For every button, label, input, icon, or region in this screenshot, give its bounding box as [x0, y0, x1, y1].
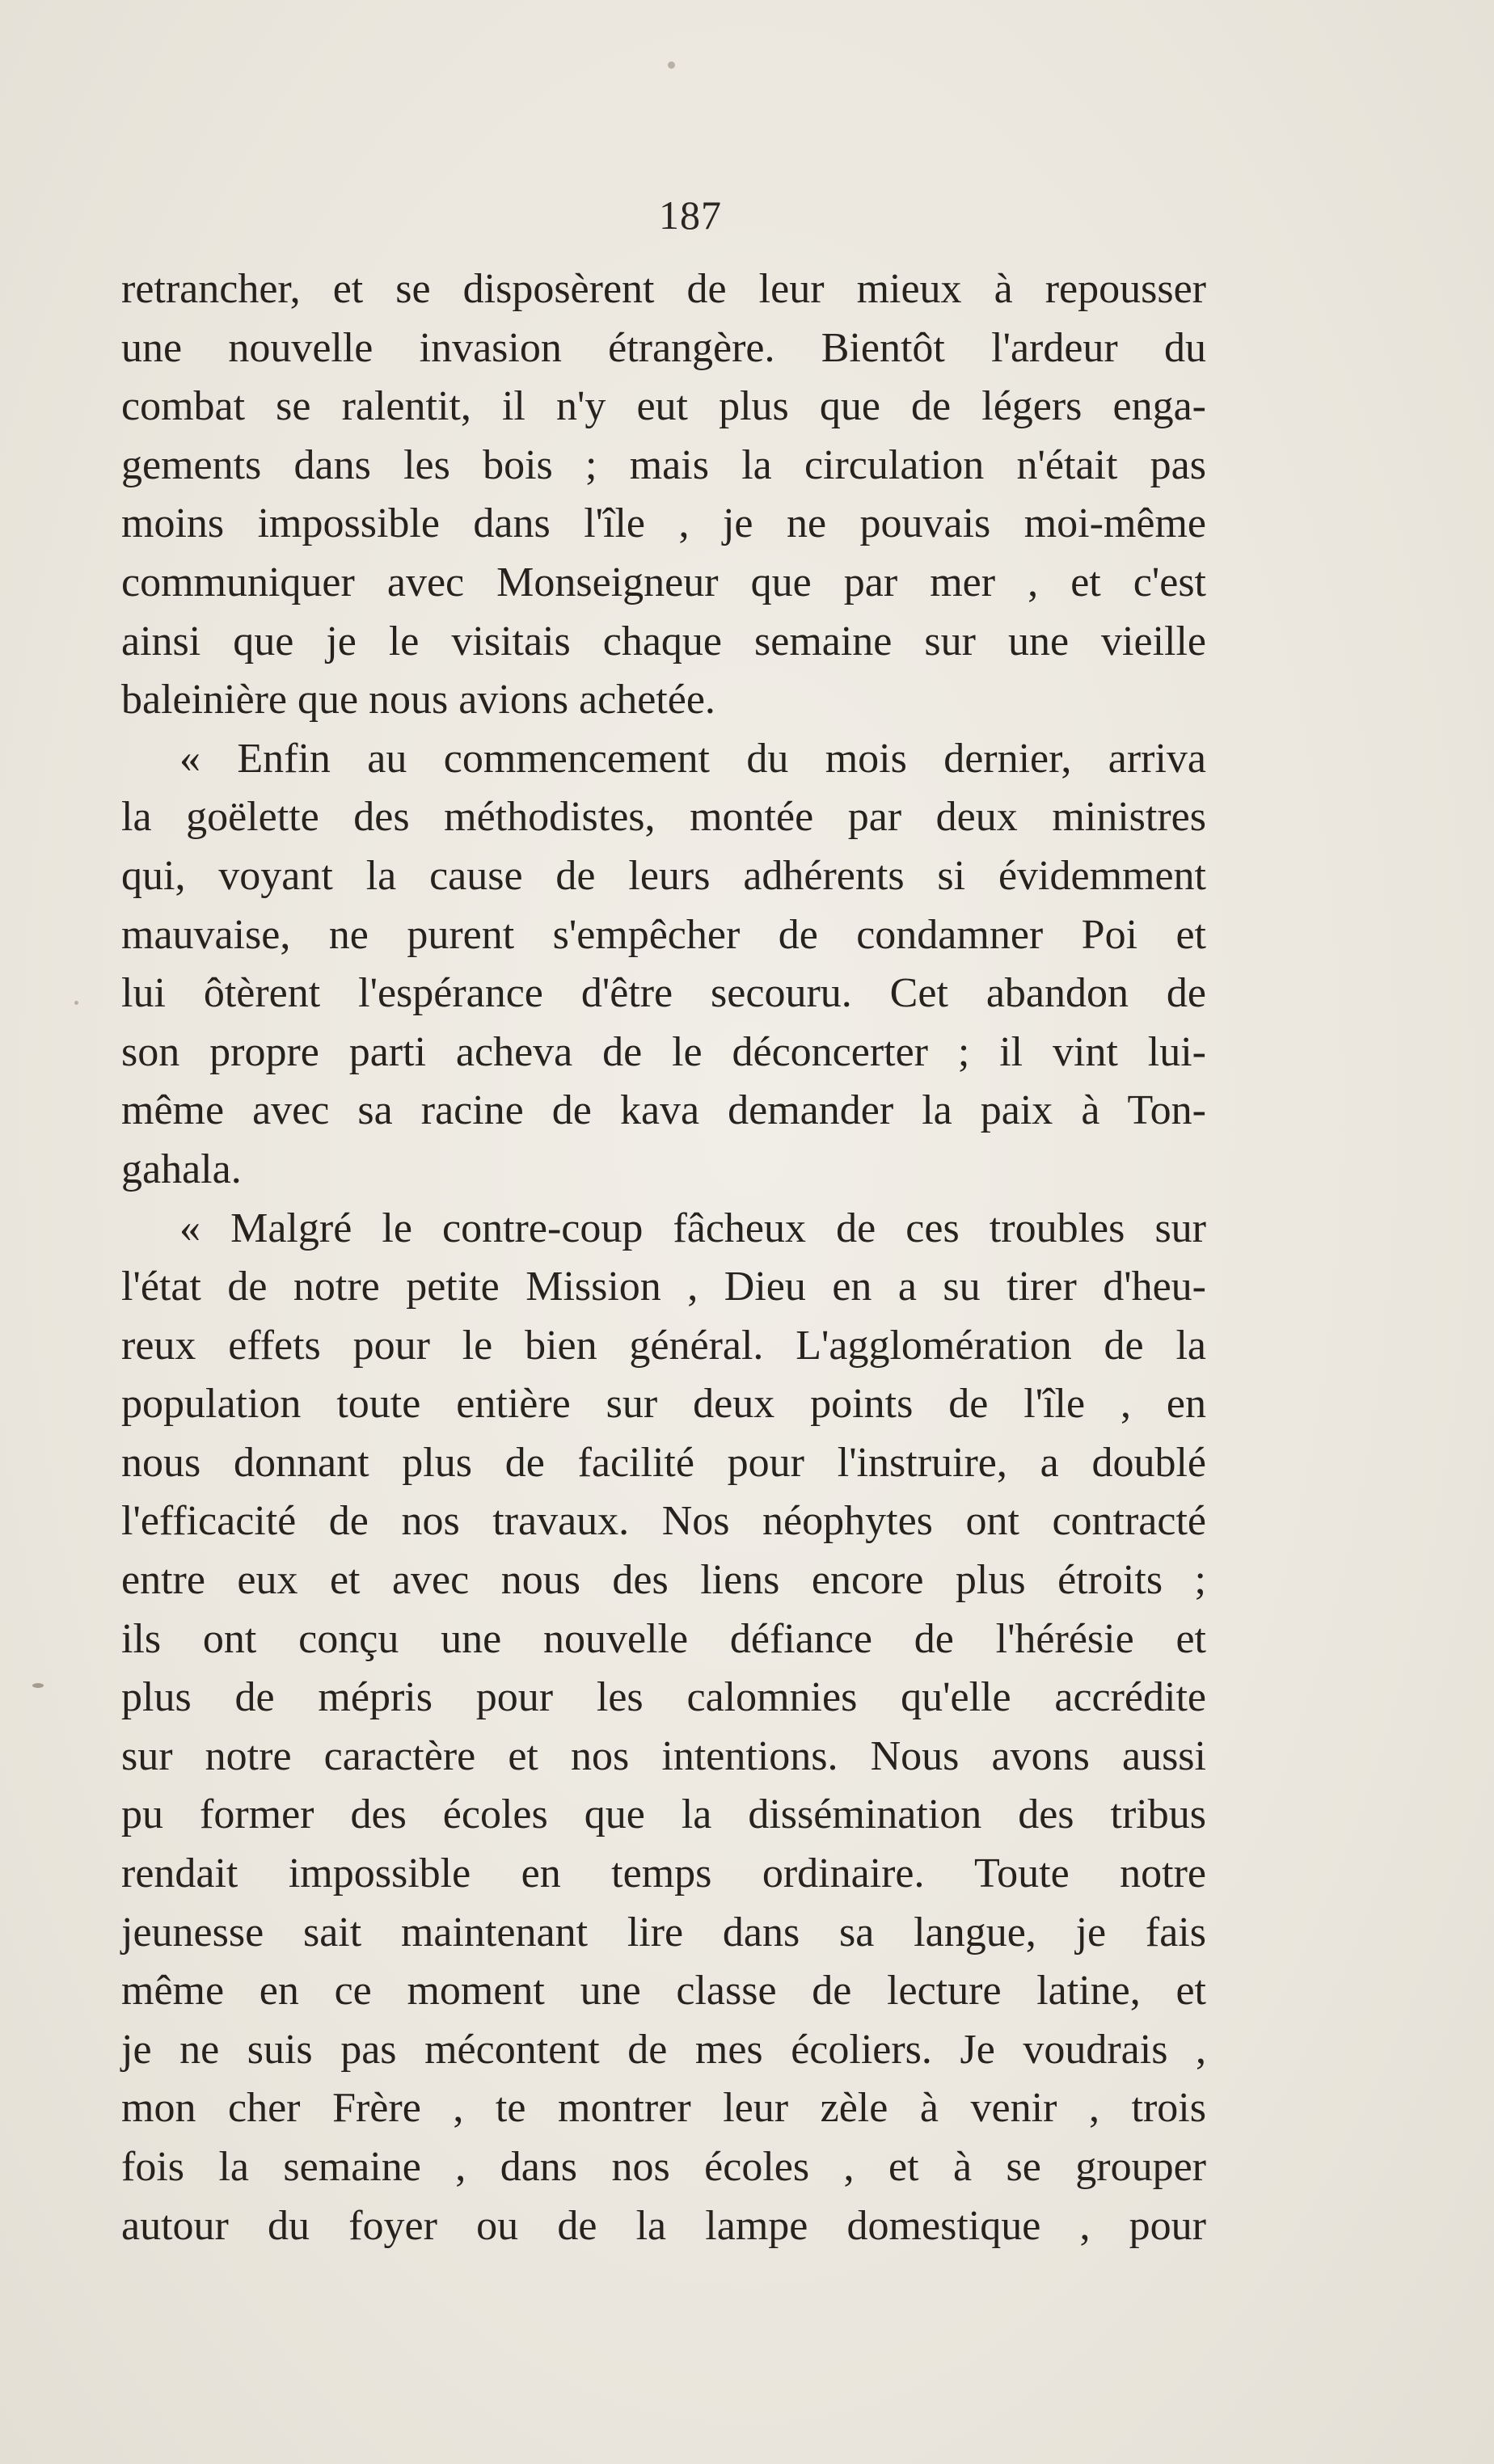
paper-speck: [32, 1683, 44, 1688]
text-line: communiquer avec Monseigneur que par mer , et c'est: [121, 559, 1206, 605]
text-line: je ne suis pas mécontent de mes écoliers. Je voudrais ,: [121, 2026, 1206, 2073]
text-line: gements dans les bois ; mais la circulation n'était pas: [121, 441, 1206, 488]
text-line: population toute entière sur deux points de l'île , en: [121, 1381, 1206, 1428]
text-line: mon cher Frère , te montrer leur zèle à venir , trois: [121, 2085, 1206, 2132]
text-line: sur notre caractère et nos intentions. Nous avons aussi: [121, 1732, 1206, 1779]
body-text: [121, 260, 1206, 2255]
text-line: jeunesse sait maintenant lire dans sa langue, je fais: [121, 1909, 1206, 1956]
text-line: gahala.: [121, 1146, 242, 1192]
text-line: une nouvelle invasion étrangère. Bientôt l'ardeur du: [121, 324, 1206, 371]
text-line: l'état de notre petite Mission , Dieu en a su tirer d'heu-: [121, 1264, 1206, 1310]
text-line: entre eux et avec nous des liens encore plus étroits ;: [121, 1557, 1206, 1604]
page-number: 187: [659, 192, 722, 238]
paper-speck: [74, 1001, 78, 1005]
text-line: autour du foyer ou de la lampe domestique , pour: [121, 2202, 1206, 2249]
text-line: lui ôtèrent l'espérance d'être secouru. Cet abandon de: [121, 970, 1206, 1017]
paper-speck: [668, 61, 675, 69]
text-line: même en ce moment une classe de lecture latine, et: [121, 1968, 1206, 2015]
text-line: « Malgré le contre-coup fâcheux de ces troubles sur: [179, 1205, 1206, 1251]
text-line: qui, voyant la cause de leurs adhérents si évidemment: [121, 852, 1206, 899]
text-line: mauvaise, ne purent s'empêcher de condamner Poi et: [121, 911, 1206, 958]
text-line: ainsi que je le visitais chaque semaine sur une vieille: [121, 618, 1206, 665]
text-line: retrancher, et se disposèrent de leur mieux à repousser: [121, 266, 1206, 312]
text-line: fois la semaine , dans nos écoles , et à se grouper: [121, 2144, 1206, 2190]
text-line: ils ont conçu une nouvelle défiance de l'hérésie et: [121, 1615, 1206, 1662]
text-line: pu former des écoles que la dissémination des tribus: [121, 1791, 1206, 1838]
text-line: l'efficacité de nos travaux. Nos néophytes ont contracté: [121, 1498, 1206, 1545]
text-line: plus de mépris pour les calomnies qu'elle accrédite: [121, 1674, 1206, 1721]
text-line: la goëlette des méthodistes, montée par deux ministres: [121, 794, 1206, 841]
text-line: rendait impossible en temps ordinaire. Toute notre: [121, 1850, 1206, 1897]
text-line: moins impossible dans l'île , je ne pouvais moi-même: [121, 500, 1206, 547]
text-line: son propre parti acheva de le déconcerter ; il vint lui-: [121, 1028, 1206, 1075]
text-line: « Enfin au commencement du mois dernier, arriva: [179, 735, 1206, 782]
text-line: baleinière que nous avions achetée.: [121, 677, 715, 724]
text-line: combat se ralentit, il n'y eut plus que de légers enga-: [121, 383, 1206, 430]
text-line: même avec sa racine de kava demander la paix à Ton-: [121, 1087, 1206, 1134]
text-line: reux effets pour le bien général. L'agglomération de la: [121, 1322, 1206, 1369]
text-line: nous donnant plus de facilité pour l'instruire, a doublé: [121, 1439, 1206, 1486]
